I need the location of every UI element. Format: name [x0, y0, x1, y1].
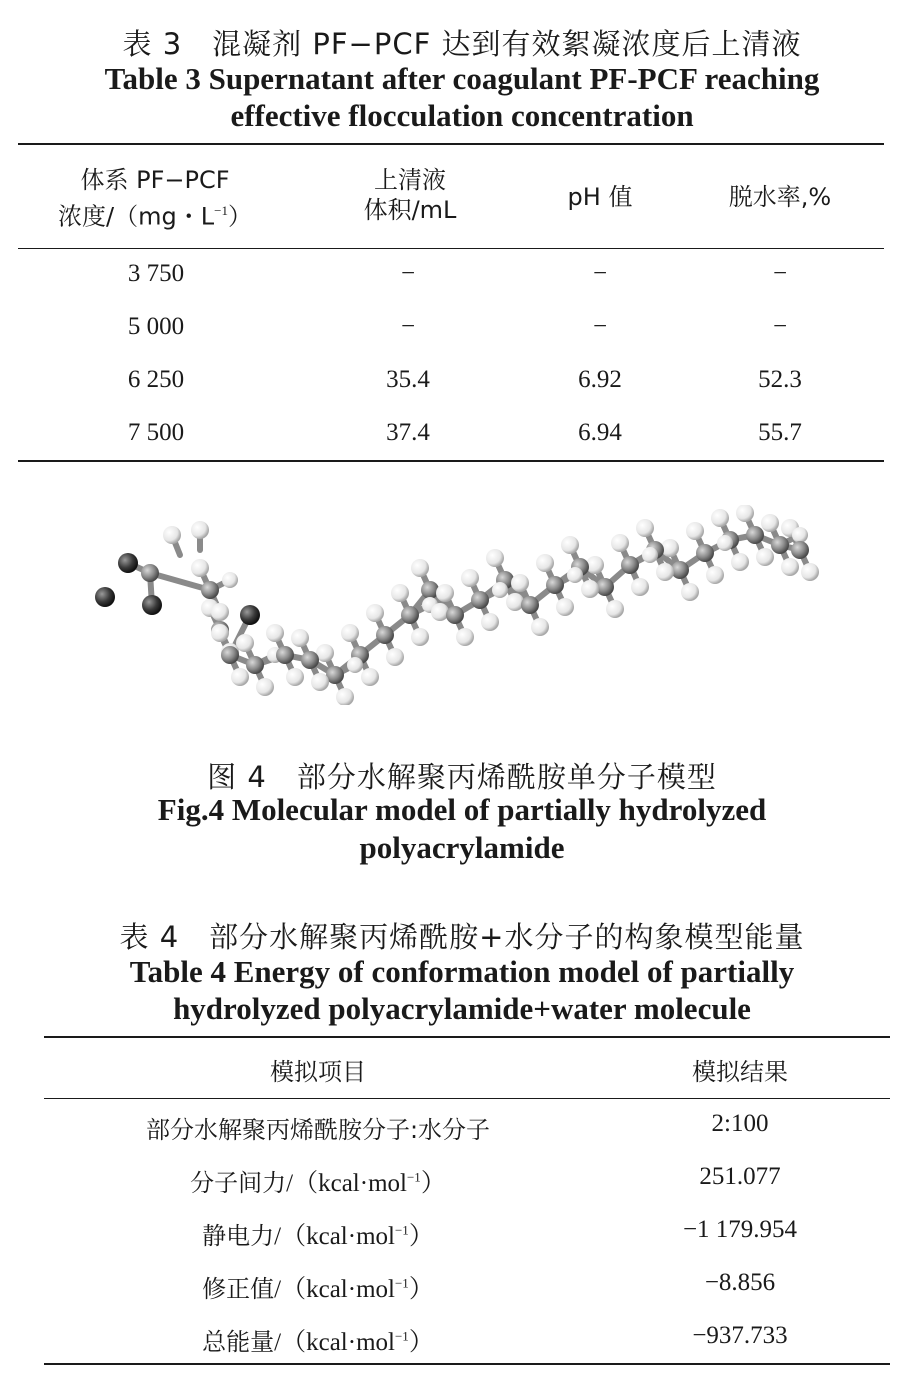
hydrogen-atom	[436, 584, 454, 602]
hydrogen-atom	[191, 559, 209, 577]
hydrogen-atom	[336, 688, 354, 705]
carbon-atom	[771, 536, 789, 554]
hydrogen-atom	[481, 613, 499, 631]
table3-row4-volume: 37.4	[386, 419, 430, 446]
hydrogen-atom	[386, 648, 404, 666]
hydrogen-atom	[606, 600, 624, 618]
table3-row2-ph: −	[592, 313, 608, 340]
table3-row3-ph: 6.92	[578, 366, 622, 393]
table4-row1-result: 2:100	[711, 1110, 769, 1137]
table3-top-rule	[18, 143, 884, 145]
table3-row2-volume: −	[400, 313, 416, 340]
hydrogen-atom	[511, 574, 529, 592]
table3-row1-concentration: 3 750	[127, 260, 185, 287]
hydrogen-atom	[211, 603, 229, 621]
hydrogen-atom	[431, 603, 449, 621]
table4-row2-item: 分子间力/（kcal·mol$^{-1}$）	[190, 1169, 446, 1197]
hydrogen-atom	[681, 583, 699, 601]
carbon-atom	[521, 596, 539, 614]
table3-row4-concentration: 7 500	[127, 419, 185, 446]
carbon-atom	[276, 646, 294, 664]
table4-row3-result: −1 179.954	[682, 1216, 798, 1243]
carbon-atom	[221, 646, 239, 664]
carbon-atom	[621, 556, 639, 574]
hydrogen-atom	[581, 580, 599, 598]
hydrogen-atom	[361, 668, 379, 686]
table3-caption-en-line2: effective flocculation concentration	[230, 98, 694, 133]
table3-header-ph: pH 值	[567, 183, 633, 211]
oxygen-atom	[95, 587, 115, 607]
figure4-caption-en-line2: polyacrylamide	[359, 830, 565, 865]
hydrogen-atom	[256, 678, 274, 696]
hydrogen-atom	[486, 549, 504, 567]
hydrogen-atom	[631, 578, 649, 596]
figure4-caption-zh: 图 4 部分水解聚丙烯酰胺单分子模型	[207, 760, 717, 794]
hydrogen-atom	[366, 604, 384, 622]
hydrogen-atom	[163, 526, 181, 544]
table4-row3-item: 静电力/（kcal·mol$^{-1}$）	[202, 1222, 434, 1250]
carbon-atom	[141, 564, 159, 582]
table3-header-concentration: 体系 PF−PCF 浓度/（mg・$L^{-1}$）	[58, 166, 252, 231]
table3-row1-rate: −	[772, 260, 788, 287]
table4-top-rule	[44, 1036, 890, 1038]
table4-caption-en-line1: Table 4 Energy of conformation model of partially	[129, 954, 795, 989]
hydrogen-atom	[706, 566, 724, 584]
table4-header-rule	[44, 1098, 890, 1099]
hydrogen-atom	[756, 548, 774, 566]
carbon-atom	[546, 576, 564, 594]
oxygen-atom	[142, 595, 162, 615]
hydrogen-atom	[266, 624, 284, 642]
table3-row4-ph: 6.94	[578, 419, 622, 446]
hydrogen-atom	[222, 572, 238, 588]
hydrogen-atom	[656, 563, 674, 581]
table4-row1-item: 部分水解聚丙烯酰胺分子:水分子	[145, 1116, 491, 1144]
table3-header-dewatering-rate: 脱水率,%	[728, 183, 832, 211]
table3-row3-volume: 35.4	[386, 366, 430, 393]
hydrogen-atom	[411, 628, 429, 646]
table4-row5-item: 总能量/（kcal·mol$^{-1}$）	[202, 1328, 434, 1356]
hydrogen-atom	[717, 535, 733, 551]
oxygen-atom	[118, 553, 138, 573]
carbon-atom	[376, 626, 394, 644]
hydrogen-atom	[492, 582, 508, 598]
table4-row4-result: −8.856	[704, 1269, 776, 1296]
table4-bottom-rule	[44, 1363, 890, 1365]
table3-bottom-rule	[18, 460, 884, 462]
table3-row4-rate: 55.7	[758, 419, 802, 446]
hydrogen-atom	[736, 505, 754, 522]
hydrogen-atom	[567, 567, 583, 583]
hydrogen-atom	[611, 534, 629, 552]
molecule-model-image	[80, 505, 840, 705]
hydrogen-atom	[461, 569, 479, 587]
hydrogen-atom	[556, 598, 574, 616]
hydrogen-atom	[311, 673, 329, 691]
table4-row5-result: −937.733	[692, 1322, 788, 1349]
carbon-atom	[301, 651, 319, 669]
table3-row2-concentration: 5 000	[127, 313, 185, 340]
table4-row2-result: 251.077	[699, 1163, 781, 1190]
table3-row3-rate: 52.3	[758, 366, 802, 393]
table4-header-item: 模拟项目	[270, 1058, 366, 1086]
hydrogen-atom	[191, 521, 209, 539]
hydrogen-atom	[792, 527, 808, 543]
hydrogen-atom	[636, 519, 654, 537]
carbon-atom	[696, 544, 714, 562]
oxygen-atom	[240, 605, 260, 625]
table3-row2-rate: −	[772, 313, 788, 340]
hydrogen-atom	[761, 514, 779, 532]
table3-caption-zh: 表 3 混凝剂 PF−PCF 达到有效絮凝浓度后上清液	[122, 27, 802, 61]
table4-caption-zh: 表 4 部分水解聚丙烯酰胺+水分子的构象模型能量	[119, 920, 805, 954]
hydrogen-atom	[236, 634, 254, 652]
table3-row1-ph: −	[592, 260, 608, 287]
carbon-atom	[746, 526, 764, 544]
hydrogen-atom	[686, 522, 704, 540]
hydrogen-atom	[391, 584, 409, 602]
carbon-atom	[791, 541, 809, 559]
table4-caption-en-line2: hydrolyzed polyacrylamide+water molecule	[173, 991, 751, 1026]
hydrogen-atom	[711, 509, 729, 527]
hydrogen-atom	[456, 628, 474, 646]
hydrogen-atom	[642, 547, 658, 563]
hydrogen-atom	[291, 629, 309, 647]
table3-header-rule	[18, 248, 884, 249]
hydrogen-atom	[536, 554, 554, 572]
table3-caption-en-line1: Table 3 Supernatant after coagulant PF-PCF reaching	[104, 61, 820, 96]
table3-row1-volume: −	[400, 260, 416, 287]
hydrogen-atom	[231, 668, 249, 686]
hydrogen-atom	[411, 559, 429, 577]
carbon-atom	[471, 591, 489, 609]
hydrogen-atom	[801, 563, 819, 581]
hydrogen-atom	[781, 558, 799, 576]
hydrogen-atom	[211, 624, 229, 642]
hydrogen-atom	[561, 536, 579, 554]
carbon-atom	[446, 606, 464, 624]
table4-row4-item: 修正值/（kcal·mol$^{-1}$）	[202, 1275, 434, 1303]
table3-header-volume: 上清液 体积/mL	[363, 166, 457, 224]
carbon-atom	[246, 656, 264, 674]
table3-row3-concentration: 6 250	[127, 366, 185, 393]
hydrogen-atom	[341, 624, 359, 642]
hydrogen-atom	[506, 593, 524, 611]
carbon-atom	[421, 581, 439, 599]
hydrogen-atom	[731, 553, 749, 571]
table4-header-result: 模拟结果	[692, 1058, 788, 1086]
carbon-atom	[201, 581, 219, 599]
hydrogen-atom	[286, 668, 304, 686]
carbon-atom	[401, 606, 419, 624]
hydrogen-atom	[347, 657, 363, 673]
hydrogen-atom	[531, 618, 549, 636]
figure4-caption-en-line1: Fig.4 Molecular model of partially hydrolyzed	[157, 792, 767, 827]
